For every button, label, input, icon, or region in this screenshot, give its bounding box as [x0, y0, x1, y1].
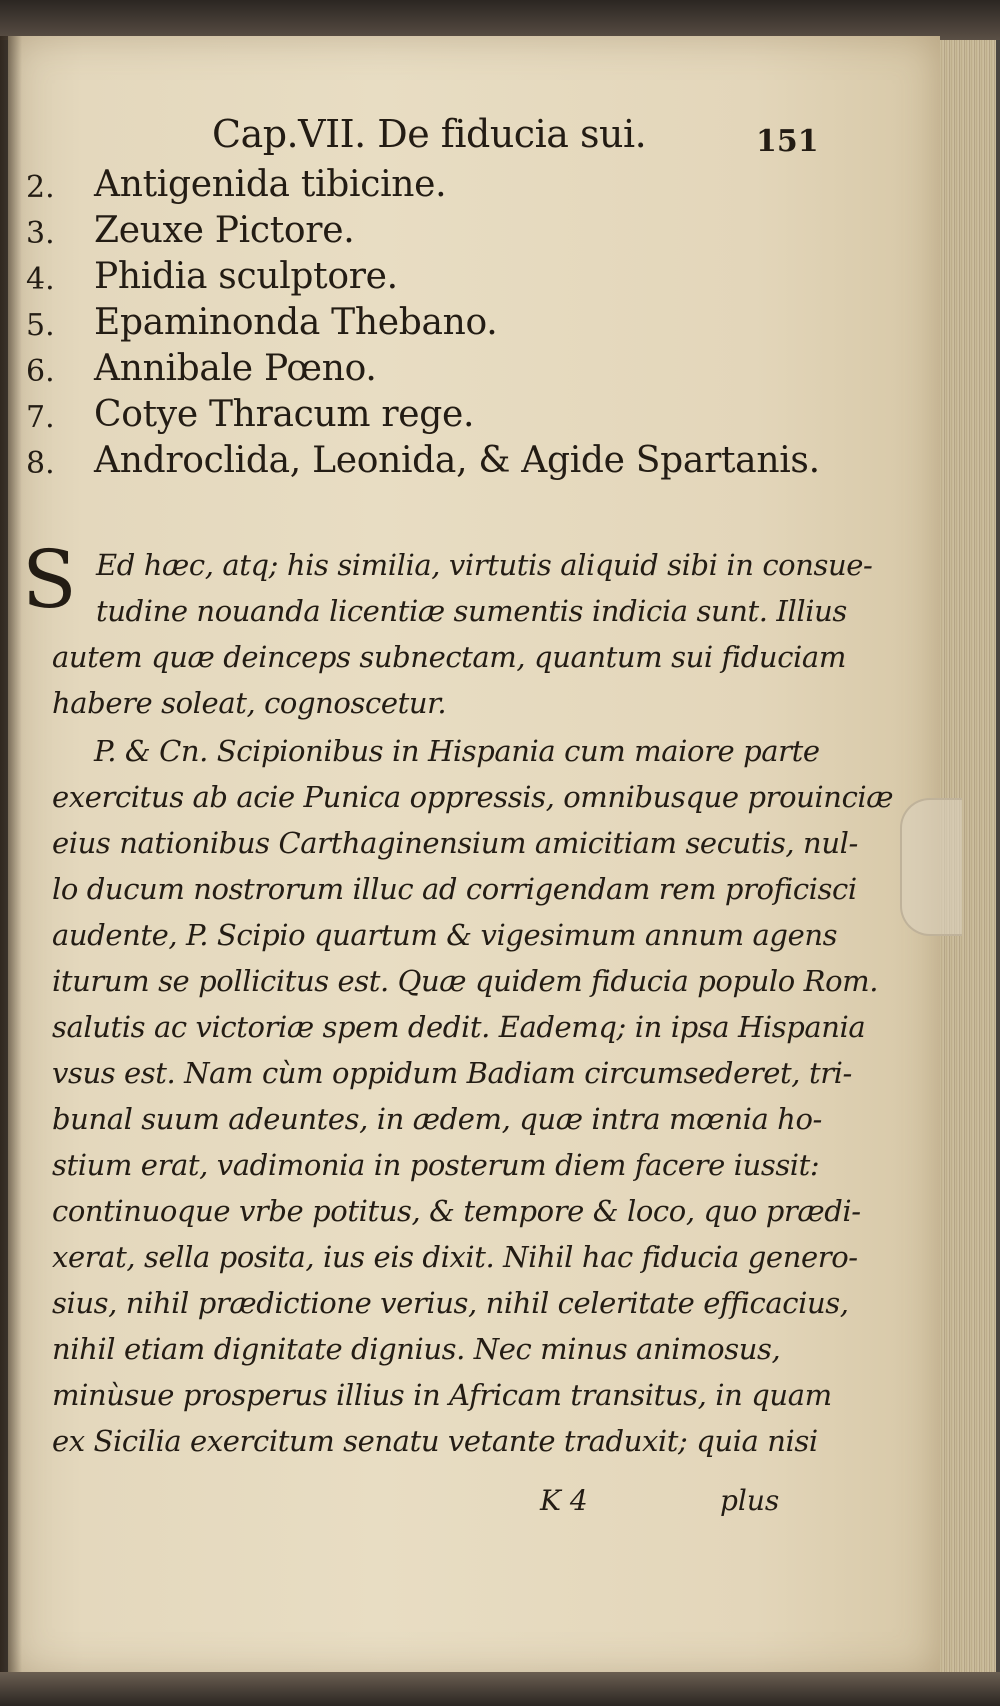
text-line: sius, nihil prædictione verius, nihil celeritate efficacius,	[52, 1286, 849, 1320]
text-line: vsus est. Nam cùm oppidum Badiam circumsederet, tri-	[52, 1056, 852, 1090]
drop-cap: S	[22, 533, 77, 626]
text-line: audente, P. Scipio quartum & vigesimum annum agens	[52, 918, 838, 952]
catchword: plus	[720, 1484, 780, 1517]
text-line: habere soleat, cognoscetur.	[52, 686, 447, 720]
text-line: stium erat, vadimonia in posterum diem facere iussit:	[52, 1148, 820, 1182]
text-line: continuoque vrbe potitus, & tempore & loco, quo prædi-	[52, 1194, 861, 1228]
list-number: 8.	[26, 446, 55, 481]
text-line: nihil etiam dignitate dignius. Nec minus animosus,	[52, 1332, 781, 1366]
list-number: 6.	[26, 354, 55, 389]
list-number: 3.	[26, 216, 55, 251]
text-line: lo ducum nostrorum illuc ad corrigendam rem proficisci	[52, 872, 857, 906]
text-line: xerat, sella posita, ius eis dixit. Nihil hac fiducia genero-	[52, 1240, 858, 1274]
text-line: salutis ac victoriæ spem dedit. Eademq; in ipsa Hispania	[52, 1010, 866, 1044]
text-line: autem quæ deinceps subnectam, quantum sui fiduciam	[52, 640, 846, 674]
list-item: Androclida, Leonida, & Agide Spartanis.	[94, 440, 820, 481]
list-item: Cotye Thracum rege.	[94, 394, 475, 435]
text-line: iturum se pollicitus est. Quæ quidem fiducia populo Rom.	[52, 964, 879, 998]
text-line: P. & Cn. Scipionibus in Hispania cum maiore parte	[94, 734, 820, 768]
spine-shadow	[0, 36, 22, 1676]
list-number: 2.	[26, 170, 55, 205]
list-item: Phidia sculptore.	[94, 256, 398, 297]
list-number: 4.	[26, 262, 55, 297]
text-line: bunal suum adeuntes, in ædem, quæ intra mœnia ho-	[52, 1102, 822, 1136]
text-line: eius nationibus Carthaginensium amicitiam secutis, nul-	[52, 826, 858, 860]
text-line: tudine nouanda licentiæ sumentis indicia sunt. Illius	[96, 594, 847, 628]
page-tab-marker	[900, 798, 962, 936]
list-number: 7.	[26, 400, 55, 435]
book-top-edge	[0, 0, 1000, 40]
book-bottom-edge	[0, 1672, 1000, 1706]
page-number: 151	[756, 124, 819, 159]
signature-mark: K 4	[540, 1484, 588, 1517]
text-line: minùsue prosperus illius in Africam transitus, in quam	[52, 1378, 832, 1412]
text-line: exercitus ab acie Punica oppressis, omnibusque prouinciæ	[52, 780, 894, 814]
text-line: ex Sicilia exercitum senatu vetante traduxit; quia nisi	[52, 1424, 818, 1458]
list-item: Epaminonda Thebano.	[94, 302, 498, 343]
list-item: Annibale Pœno.	[94, 348, 377, 389]
running-head: Cap.VII. De fiducia sui.	[212, 112, 647, 156]
text-line: Ed hæc, atq; his similia, virtutis aliquid sibi in consue-	[96, 548, 873, 582]
list-item: Zeuxe Pictore.	[94, 210, 355, 251]
list-number: 5.	[26, 308, 55, 343]
list-item: Antigenida tibicine.	[94, 164, 447, 205]
